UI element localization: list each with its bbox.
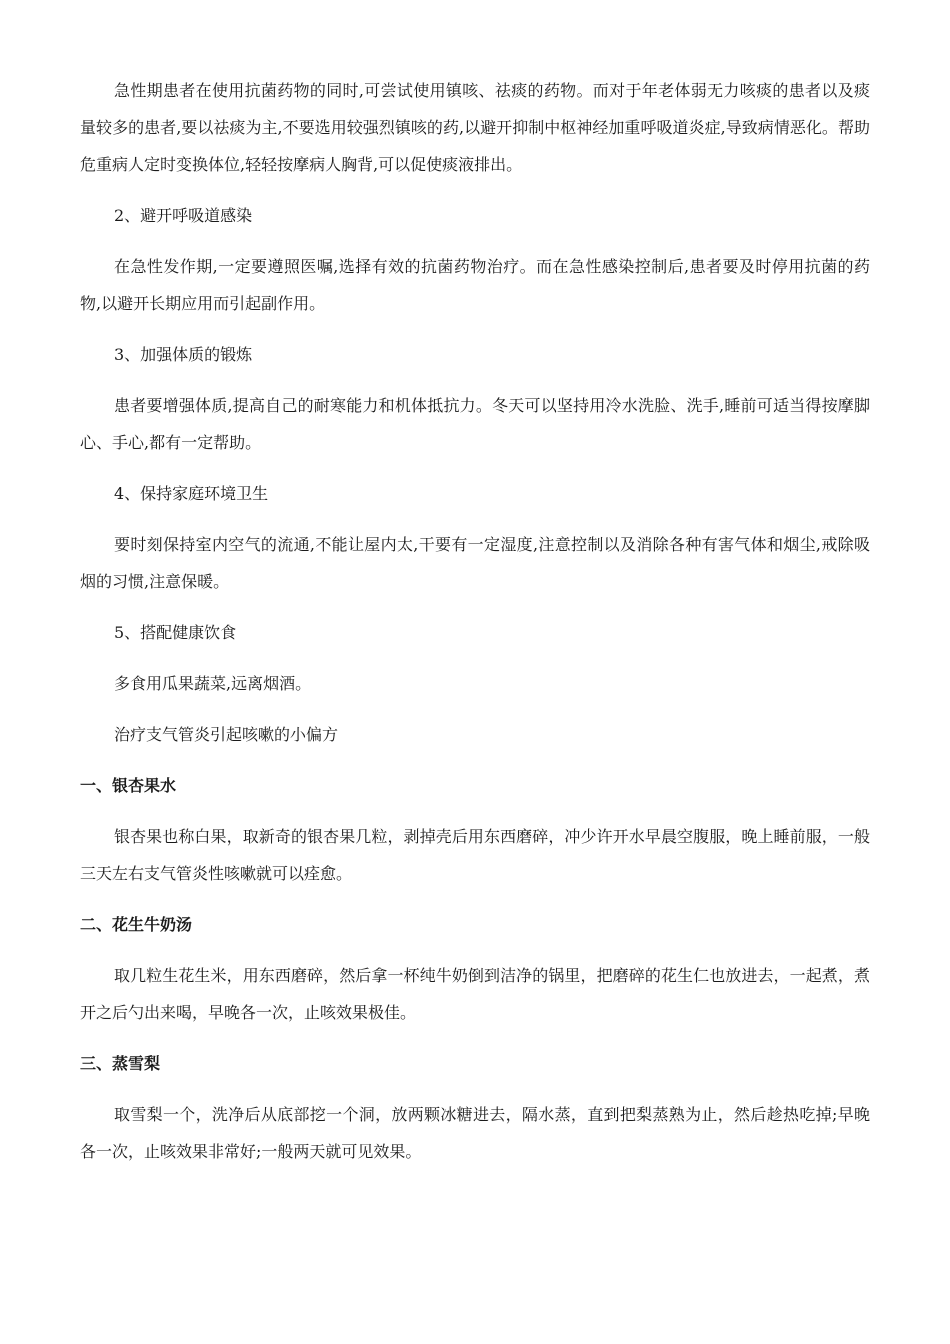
paragraph-expectorant-advice: 急性期患者在使用抗菌药物的同时,可尝试使用镇咳、祛痰的药物。而对于年老体弱无力咳痰的患者以及痰量较多的患者,要以祛痰为主,不要选用较强烈镇咳的药,以避开抑制中枢神经加重呼吸道炎症,导致病情恶化。帮助危重病人定时变换体位,轻轻按摩病人胸背,可以促使痰液排出。 bbox=[80, 81, 870, 174]
paragraph-ginkgo: 银杏果也称白果，取新奇的银杏果几粒，剥掉壳后用东西磨碎，冲少许开水早晨空腹服，晚上睡前服，一般三天左右支气管炎性咳嗽就可以痊愈。 bbox=[80, 827, 870, 883]
heading-steamed-pear: 三、蒸雪梨 bbox=[80, 1054, 161, 1073]
section-subtitle: 治疗支气管炎引起咳嗽的小偏方 bbox=[114, 725, 339, 744]
list-item-exercise: 3、加强体质的锻炼 bbox=[114, 345, 253, 364]
paragraph-hygiene: 要时刻保持室内空气的流通,不能让屋内太,干要有一定湿度,注意控制以及消除各种有害气体和烟尘,戒除吸烟的习惯,注意保暖。 bbox=[80, 535, 870, 591]
heading-peanut-milk: 二、花生牛奶汤 bbox=[80, 915, 193, 934]
list-item-hygiene: 4、保持家庭环境卫生 bbox=[114, 484, 269, 503]
list-item-diet: 5、搭配健康饮食 bbox=[114, 623, 237, 642]
paragraph-peanut-milk: 取几粒生花生米，用东西磨碎，然后拿一杯纯牛奶倒到洁净的锅里，把磨碎的花生仁也放进去，一起煮，煮开之后勺出来喝，早晚各一次，止咳效果极佳。 bbox=[80, 966, 870, 1022]
paragraph-exercise: 患者要增强体质,提高自己的耐寒能力和机体抵抗力。冬天可以坚持用冷水洗脸、洗手,睡前可适当得按摩脚心、手心,都有一定帮助。 bbox=[80, 396, 870, 452]
heading-ginkgo: 一、银杏果水 bbox=[80, 776, 177, 795]
paragraph-antibiotics: 在急性发作期,一定要遵照医嘱,选择有效的抗菌药物治疗。而在急性感染控制后,患者要及时停用抗菌的药物,以避开长期应用而引起副作用。 bbox=[80, 257, 870, 313]
list-item-avoid-infection: 2、避开呼吸道感染 bbox=[114, 206, 253, 225]
paragraph-diet: 多食用瓜果蔬菜,远离烟酒。 bbox=[114, 674, 312, 693]
document-page bbox=[80, 72, 870, 1170]
paragraph-steamed-pear: 取雪梨一个，洗净后从底部挖一个洞，放两颗冰糖进去，隔水蒸，直到把梨蒸熟为止，然后趁热吃掉;早晚各一次，止咳效果非常好;一般两天就可见效果。 bbox=[80, 1105, 870, 1161]
